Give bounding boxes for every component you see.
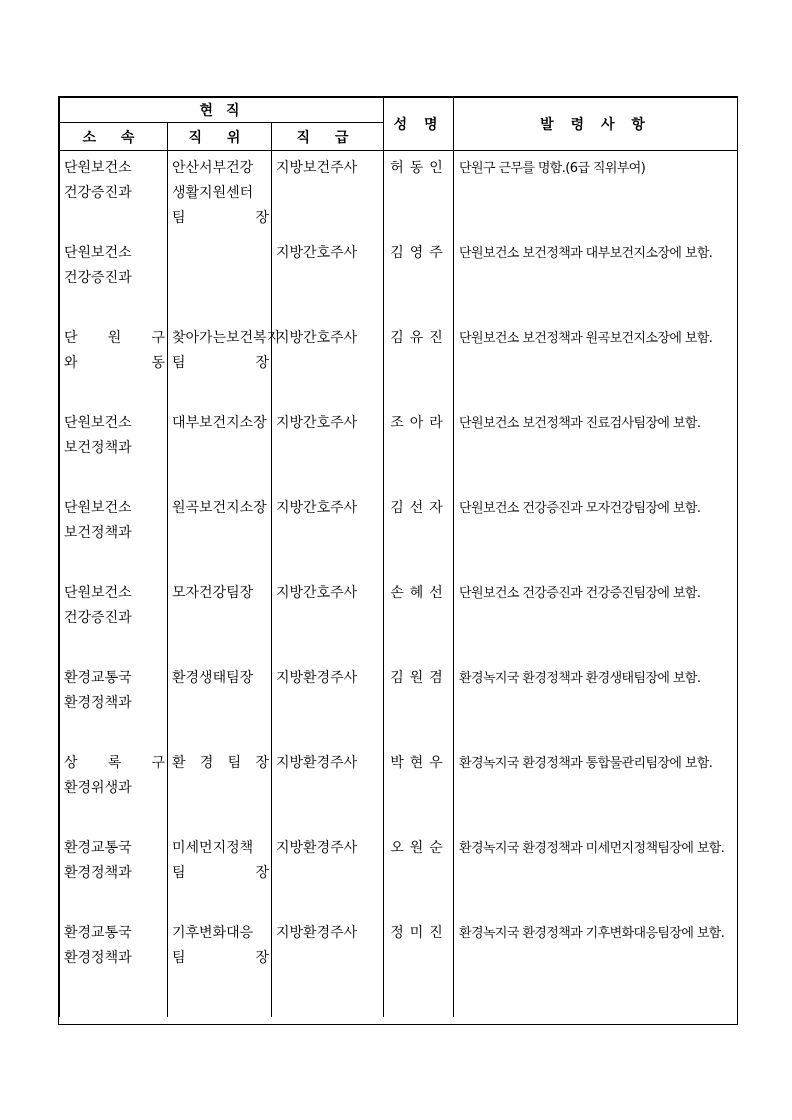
grade-cell: [272, 746, 383, 776]
dept-line: 환경정책과: [64, 950, 132, 966]
header-position: 직 위: [168, 123, 272, 151]
name-cell: 오원순: [390, 840, 449, 856]
order-cell: 단원구 근무를 명함.(6급 직위부여): [459, 161, 646, 176]
header-order: 발 령 사 항: [454, 98, 738, 151]
dept-line: 환경위생과: [64, 780, 132, 796]
position-line: 기후변화대응: [172, 925, 254, 941]
dept-line: 와 동: [64, 355, 165, 371]
grade-cell: [272, 321, 383, 351]
grade-cell: [272, 831, 383, 861]
dept-cell: [60, 321, 167, 376]
position-line: 대부보건지소장: [172, 415, 267, 431]
dept-line: 건강증진과: [64, 610, 132, 626]
position-line: 팀 장: [172, 950, 269, 966]
grade-cell: [272, 661, 383, 691]
dept-line: 상 록 구: [64, 755, 165, 771]
dept-cell: [60, 661, 167, 716]
header-current-position: 현 직: [60, 98, 384, 123]
grade-text: 지방환경주사: [276, 755, 358, 771]
position-cell: [168, 916, 271, 971]
name-cell: 정미진: [390, 925, 449, 941]
position-line: 안산서부건강: [172, 160, 254, 176]
position-line: 팀 장: [172, 210, 269, 226]
dept-cell: [60, 406, 167, 461]
grade-cell: [272, 576, 383, 606]
table-row: [60, 236, 738, 321]
grade-cell: [272, 151, 383, 181]
position-line: 찾아가는보건복지: [172, 330, 281, 346]
dept-cell: [60, 576, 167, 631]
name-cell: 손혜선: [390, 585, 449, 601]
position-line: 환 경 팀 장: [172, 755, 269, 771]
table-row: [60, 491, 738, 576]
grade-text: 지방간호주사: [276, 245, 358, 261]
table-row: [60, 576, 738, 661]
grade-text: 지방환경주사: [276, 925, 358, 941]
dept-line: 환경교통국: [64, 840, 132, 856]
grade-text: 지방간호주사: [276, 415, 358, 431]
table-row: [60, 916, 738, 1017]
position-cell: [168, 406, 271, 436]
dept-cell: [60, 151, 167, 206]
order-cell: 단원보건소 보건정책과 진료검사팀장에 보함.: [459, 416, 701, 431]
order-cell: 단원보건소 보건정책과 대부보건지소장에 보함.: [459, 246, 713, 261]
dept-cell: [60, 916, 167, 971]
dept-cell: [60, 491, 167, 546]
position-cell: [168, 661, 271, 691]
name-cell: 김유진: [390, 330, 449, 346]
position-cell: [168, 576, 271, 606]
dept-cell: [60, 831, 167, 886]
grade-text: 지방환경주사: [276, 840, 358, 856]
dept-cell: [60, 746, 167, 801]
position-cell: [168, 831, 271, 886]
dept-line: 단원보건소: [64, 245, 132, 261]
table-row: [60, 746, 738, 831]
order-cell: 단원보건소 보건정책과 원곡보건지소장에 보함.: [459, 331, 713, 346]
name-cell: 김선자: [390, 500, 449, 516]
position-line: 팀 장: [172, 355, 269, 371]
dept-line: 환경교통국: [64, 670, 132, 686]
position-cell: [168, 491, 271, 521]
name-cell: 조아라: [390, 415, 449, 431]
order-cell: 환경녹지국 환경정책과 미세먼지정책팀장에 보함.: [459, 841, 725, 856]
grade-cell: [272, 236, 383, 266]
name-cell: 김영주: [390, 245, 449, 261]
grade-cell: [272, 406, 383, 436]
table-row: [60, 406, 738, 491]
dept-line: 단원보건소: [64, 500, 132, 516]
dept-line: 환경정책과: [64, 865, 132, 881]
table-body: [60, 151, 738, 1018]
name-cell: 박현우: [390, 755, 449, 771]
dept-line: 환경정책과: [64, 695, 132, 711]
personnel-order-table-frame: [58, 96, 738, 1025]
dept-line: 건강증진과: [64, 270, 132, 286]
dept-line: 단원보건소: [64, 415, 132, 431]
order-cell: 단원보건소 건강증진과 건강증진팀장에 보함.: [459, 586, 701, 601]
table-row: [60, 151, 738, 237]
position-cell: [168, 236, 271, 241]
grade-text: 지방환경주사: [276, 670, 358, 686]
dept-line: 단원보건소: [64, 585, 132, 601]
name-cell: 허동인: [390, 160, 449, 176]
order-cell: 환경녹지국 환경정책과 기후변화대응팀장에 보함.: [459, 926, 725, 941]
dept-cell: [60, 236, 167, 291]
grade-cell: [272, 916, 383, 946]
position-cell: [168, 151, 271, 231]
position-line: 팀 장: [172, 865, 269, 881]
table-row: [60, 321, 738, 406]
header-dept: 소 속: [60, 123, 168, 151]
dept-line: 환경교통국: [64, 925, 132, 941]
grade-text: 지방간호주사: [276, 585, 358, 601]
position-line: 원곡보건지소장: [172, 500, 267, 516]
header-name: 성 명: [384, 98, 454, 151]
header-grade: 직 급: [272, 123, 384, 151]
position-cell: [168, 746, 271, 776]
dept-line: 보건정책과: [64, 440, 132, 456]
position-line: 미세먼지정책: [172, 840, 254, 856]
dept-line: 보건정책과: [64, 525, 132, 541]
position-line: 모자건강팀장: [172, 585, 254, 601]
grade-text: 지방보건주사: [276, 160, 358, 176]
position-cell: [168, 321, 281, 376]
dept-line: 단 원 구: [64, 330, 165, 346]
table-row: [60, 831, 738, 916]
position-line: 환경생태팀장: [172, 670, 254, 686]
grade-text: 지방간호주사: [276, 500, 358, 516]
order-cell: 환경녹지국 환경정책과 통합물관리팀장에 보함.: [459, 756, 713, 771]
position-line: 생활지원센터: [172, 185, 254, 201]
dept-line: 단원보건소: [64, 160, 132, 176]
table-row: [60, 661, 738, 746]
order-cell: 단원보건소 건강증진과 모자건강팀장에 보함.: [459, 501, 701, 516]
name-cell: 김원겸: [390, 670, 449, 686]
personnel-order-table: [59, 97, 738, 1017]
grade-text: 지방간호주사: [276, 330, 358, 346]
dept-line: 건강증진과: [64, 185, 132, 201]
order-cell: 환경녹지국 환경정책과 환경생태팀장에 보함.: [459, 671, 701, 686]
grade-cell: [272, 491, 383, 521]
